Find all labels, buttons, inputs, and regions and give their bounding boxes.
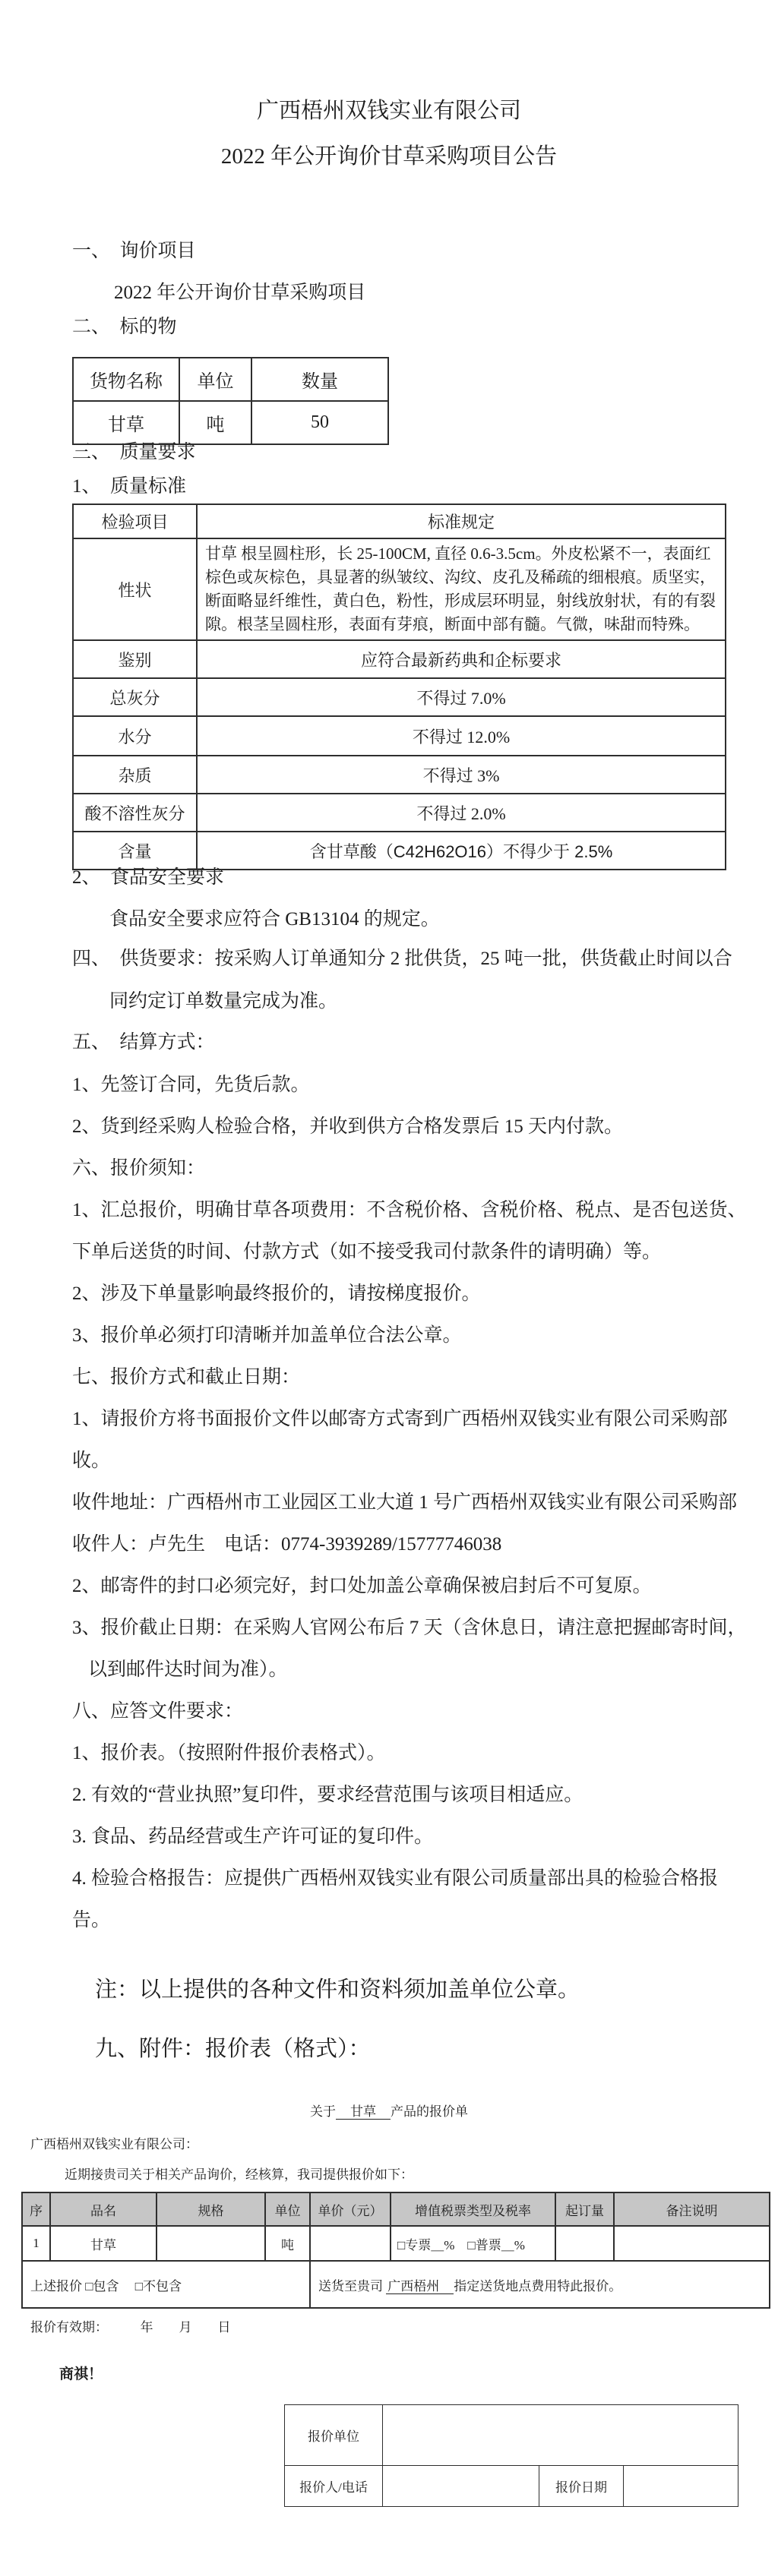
subheading-quality-standard: 1、 质量标准 bbox=[72, 476, 187, 497]
col-unit: 单位 bbox=[265, 2192, 310, 2226]
item-cell: 鉴别 bbox=[73, 640, 197, 678]
quote-sheet-title bbox=[0, 2104, 778, 2120]
supply-requirement-cont: 同约定订单数量完成为准。 bbox=[109, 991, 338, 1012]
table-row-total-ash bbox=[73, 678, 726, 716]
delivery-destination-cell bbox=[310, 2261, 770, 2308]
spec-cell: 不得过 12.0% bbox=[197, 716, 726, 756]
table-row bbox=[73, 401, 388, 444]
settlement-item-1: 1、先签订合同，先货后款。 bbox=[72, 1075, 310, 1095]
quoter-signature-table bbox=[284, 2404, 738, 2507]
delivery-post: 指定送货地点费用特此报价。 bbox=[454, 2278, 622, 2293]
subject-matter-table bbox=[72, 357, 389, 445]
heading-quality-requirement: 三、 质量要求 bbox=[72, 442, 196, 462]
item-cell: 酸不溶性灰分 bbox=[73, 794, 197, 832]
delivery-place-underlined: 广西梧州 bbox=[387, 2278, 453, 2293]
col-inspection-item: 检验项目 bbox=[73, 504, 197, 538]
quotation-table bbox=[21, 2192, 770, 2309]
spec-cell-blank bbox=[157, 2226, 265, 2261]
item-cell: 杂质 bbox=[73, 756, 197, 794]
unit-cell: 吨 bbox=[265, 2226, 310, 2261]
quality-standard-table bbox=[72, 504, 726, 870]
col-seq: 序 bbox=[22, 2192, 50, 2226]
quote-method-item-1: 1、请报价方将书面报价文件以邮寄方式寄到广西梧州双钱实业有限公司采购部 bbox=[72, 1409, 728, 1429]
quotation-notice-item-2: 2、涉及下单量影响最终报价的，请按梯度报价。 bbox=[72, 1283, 481, 1304]
quotation-header-row bbox=[22, 2192, 770, 2226]
table-row-moisture bbox=[73, 716, 726, 756]
quoter-company-row bbox=[285, 2405, 738, 2466]
spec-cell: 不得过 7.0% bbox=[197, 678, 726, 716]
col-goods-name: 货物名称 bbox=[73, 358, 179, 401]
response-doc-item-2: 2. 有效的“营业执照”复印件，要求经营范围与该项目相适应。 bbox=[72, 1785, 584, 1805]
col-moq: 起订量 bbox=[555, 2192, 614, 2226]
quote-validity-line: 报价有效期： 年 月 日 bbox=[30, 2320, 231, 2334]
spec-cell: 不得过 3% bbox=[197, 756, 726, 794]
quote-method-item-3-cont: 以到邮件达时间为准）。 bbox=[88, 1659, 288, 1680]
col-standard-spec: 标准规定 bbox=[197, 504, 726, 538]
response-doc-item-3: 3. 食品、药品经营或生产许可证的复印件。 bbox=[72, 1826, 434, 1847]
quote-method-item-2: 2、邮寄件的封口必须完好，封口处加盖公章确保被启封后不可复原。 bbox=[72, 1576, 652, 1596]
response-doc-item-4: 4. 检验合格报告：应提供广西梧州双钱实业有限公司质量部出具的检验合格报 bbox=[72, 1868, 719, 1889]
quote-sheet-addressee: 广西梧州双钱实业有限公司： bbox=[30, 2137, 198, 2151]
remark-cell-blank bbox=[614, 2226, 770, 2261]
quotation-notice-item-3: 3、报价单必须打印清晰并加盖单位合法公章。 bbox=[72, 1325, 462, 1346]
price-cell-blank bbox=[310, 2226, 391, 2261]
col-unit-price: 单价（元） bbox=[310, 2192, 391, 2226]
subheading-food-safety: 2、 食品安全要求 bbox=[72, 867, 225, 888]
item-cell: 性状 bbox=[73, 538, 197, 640]
spec-cell: 应符合最新药典和企标要求 bbox=[197, 640, 726, 678]
vat-checkbox-cell: □专票＿% □普票＿% bbox=[391, 2226, 555, 2261]
table-row-appearance bbox=[73, 538, 726, 640]
product-cell: 甘草 bbox=[50, 2226, 157, 2261]
quotation-notice-item-1-cont: 下单后送货的时间、付款方式（如不接受我司付款条件的请明确）等。 bbox=[72, 1242, 662, 1262]
quotation-footer-row bbox=[22, 2261, 770, 2308]
item-cell: 总灰分 bbox=[73, 678, 197, 716]
company-label-cell: 报价单位 bbox=[285, 2405, 383, 2466]
spec-cell: 含甘草酸（C42H62O16）不得少于 2.5% bbox=[197, 832, 726, 870]
contact-value-cell-blank bbox=[383, 2466, 539, 2507]
col-remarks: 备注说明 bbox=[614, 2192, 770, 2226]
unit-cell: 吨 bbox=[179, 401, 251, 444]
quotation-notice-item-1: 1、汇总报价，明确甘草各项费用：不含税价格、含税价格、税点、是否包送货、 bbox=[72, 1200, 747, 1220]
inquiry-project-name: 2022 年公开询价甘草采购项目 bbox=[114, 283, 366, 303]
quote-sheet-product-underlined: 甘草 bbox=[337, 2104, 389, 2119]
date-label-cell: 报价日期 bbox=[539, 2466, 624, 2507]
heading-inquiry-project: 一、 询价项目 bbox=[72, 241, 196, 261]
table-header-row bbox=[73, 358, 388, 401]
company-value-cell-blank bbox=[383, 2405, 738, 2466]
table-row-identification bbox=[73, 640, 726, 678]
col-unit: 单位 bbox=[179, 358, 251, 401]
quote-sheet-intro: 近期接贵司关于相关产品询价，经核算，我司提供报价如下： bbox=[65, 2167, 413, 2182]
table-header-row bbox=[73, 504, 726, 538]
heading-response-documents: 八、应答文件要求： bbox=[72, 1701, 244, 1722]
spec-cell: 不得过 2.0% bbox=[197, 794, 726, 832]
delivery-included-checkbox-cell: 上述报价 □包含 □不包含 bbox=[22, 2261, 310, 2308]
quotation-item-row bbox=[22, 2226, 770, 2261]
contact-label-cell: 报价人/电话 bbox=[285, 2466, 383, 2507]
heading-supply-requirement: 四、 供货要求：按采购人订单通知分 2 批供货，25 吨一批，供货截止时间以合 bbox=[72, 949, 732, 969]
response-doc-item-1: 1、报价表。（按照附件报价表格式）。 bbox=[72, 1743, 386, 1763]
doc-title: 广西梧州双钱实业有限公司 bbox=[256, 99, 521, 123]
heading-quote-method-deadline: 七、报价方式和截止日期： bbox=[72, 1367, 301, 1387]
moq-cell-blank bbox=[555, 2226, 614, 2261]
recipient-phone-line: 收件人：卢先生 电话：0774-3939289/15777746038 bbox=[72, 1534, 502, 1555]
seq-cell: 1 bbox=[22, 2226, 50, 2261]
heading-attachment: 九、附件：报价表（格式）： bbox=[95, 2037, 371, 2061]
heading-subject-matter: 二、 标的物 bbox=[72, 317, 177, 337]
response-doc-item-4-cont: 告。 bbox=[72, 1910, 111, 1930]
doc-subtitle: 2022 年公开询价甘草采购项目公告 bbox=[220, 144, 558, 169]
col-quantity: 数量 bbox=[251, 358, 388, 401]
spec-cell: 甘草 根呈圆柱形，长 25-100CM, 直径 0.6-3.5cm。外皮松紧不一，表面红棕色或灰棕色，具显著的纵皱纹、沟纹、皮孔及稀疏的细根痕。质坚实，断面略显纤维性，黄白色，粉性，形成层环明显，射线放射状，有的有裂隙。根茎呈圆柱形，表面有芽痕，断面中部有髓。气微，味甜而特殊。 bbox=[197, 538, 726, 640]
table-row-impurity bbox=[73, 756, 726, 794]
quoter-contact-row bbox=[285, 2466, 738, 2507]
quote-sheet-title-suffix: 产品的报价单 bbox=[391, 2104, 468, 2119]
closing-salutation: 商祺！ bbox=[59, 2366, 103, 2382]
settlement-item-2: 2、货到经采购人检验合格，并收到供方合格发票后 15 天内付款。 bbox=[72, 1116, 624, 1137]
mailing-address-line: 收件地址：广西梧州市工业园区工业大道 1 号广西梧州双钱实业有限公司采购部 bbox=[72, 1492, 738, 1513]
col-vat-type-rate: 增值税票类型及税率 bbox=[391, 2192, 555, 2226]
food-safety-body: 食品安全要求应符合 GB13104 的规定。 bbox=[109, 909, 440, 930]
quantity-cell: 50 bbox=[251, 401, 388, 444]
stamp-note: 注：以上提供的各种文件和资料须加盖单位公章。 bbox=[95, 1978, 580, 2002]
quote-sheet-title-prefix: 关于 bbox=[310, 2104, 336, 2119]
table-row-content bbox=[73, 832, 726, 870]
quote-method-item-1-cont: 收。 bbox=[72, 1451, 111, 1471]
table-row-acid-insoluble-ash bbox=[73, 794, 726, 832]
item-cell: 水分 bbox=[73, 716, 197, 756]
heading-settlement: 五、 结算方式： bbox=[72, 1032, 215, 1053]
heading-quotation-notice: 六、报价须知： bbox=[72, 1158, 206, 1179]
quote-method-item-3: 3、报价截止日期：在采购人官网公布后 7 天（含休息日，请注意把握邮寄时间， bbox=[72, 1618, 747, 1638]
col-product: 品名 bbox=[50, 2192, 157, 2226]
delivery-pre: 送货至贵司 bbox=[318, 2278, 387, 2293]
col-spec: 规格 bbox=[157, 2192, 265, 2226]
date-value-cell-blank bbox=[624, 2466, 738, 2507]
item-cell: 含量 bbox=[73, 832, 197, 870]
goods-name-cell: 甘草 bbox=[73, 401, 179, 444]
